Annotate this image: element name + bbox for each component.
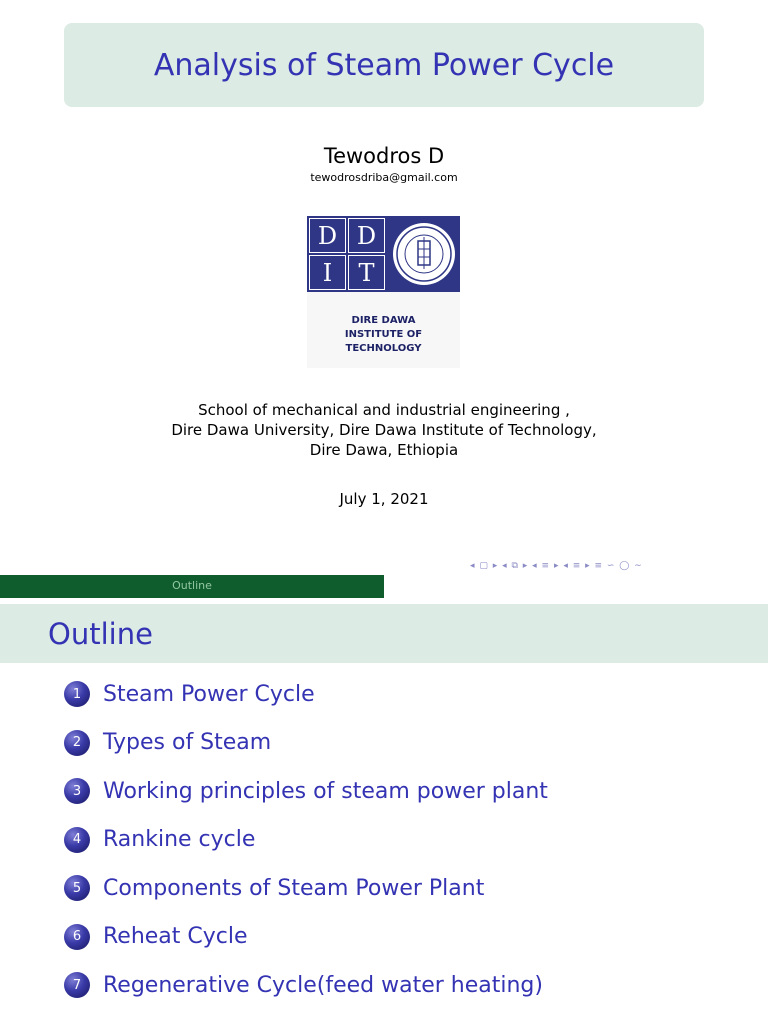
item-text[interactable]: Steam Power Cycle xyxy=(103,681,315,707)
logo-letter: I xyxy=(309,255,346,290)
presentation-date: July 1, 2021 xyxy=(339,490,429,508)
outline-list xyxy=(64,670,548,1010)
item-number-ball: 1 xyxy=(64,681,90,707)
item-number-ball: 2 xyxy=(64,730,90,756)
logo-letter: T xyxy=(348,255,385,290)
item-text[interactable]: Components of Steam Power Plant xyxy=(103,875,485,901)
section-label[interactable]: Outline xyxy=(172,579,212,592)
list-item[interactable] xyxy=(64,864,548,913)
item-number-ball: 5 xyxy=(64,875,90,901)
frame-title: Outline xyxy=(48,617,153,651)
list-item[interactable] xyxy=(64,719,548,768)
logo-line-1: DIRE DAWA xyxy=(351,315,416,326)
logo-letters xyxy=(307,216,387,292)
list-item[interactable] xyxy=(64,670,548,719)
author-email: tewodrosdriba@gmail.com xyxy=(310,171,458,184)
item-number-ball: 4 xyxy=(64,827,90,853)
university-seal-icon xyxy=(387,216,460,292)
item-text[interactable]: Regenerative Cycle(feed water heating) xyxy=(103,972,543,998)
list-item[interactable] xyxy=(64,816,548,865)
affiliation-line: School of mechanical and industrial engineering , xyxy=(198,401,570,419)
presentation-title: Analysis of Steam Power Cycle xyxy=(153,47,615,83)
list-item[interactable] xyxy=(64,913,548,962)
institute-logo xyxy=(307,216,460,368)
navigation-controls[interactable] xyxy=(470,561,643,571)
item-text[interactable]: Rankine cycle xyxy=(103,827,256,853)
affiliation-line: Dire Dawa, Ethiopia xyxy=(309,441,459,459)
item-text[interactable]: Working principles of steam power plant xyxy=(103,778,548,804)
logo-letter: D xyxy=(309,218,346,253)
affiliation xyxy=(0,400,768,460)
frame-title-bar xyxy=(0,604,768,663)
author-name: Tewodros D xyxy=(323,144,445,168)
logo-line-2: INSTITUTE OF TECHNOLOGY xyxy=(344,329,423,354)
list-item[interactable] xyxy=(64,767,548,816)
logo-letter: D xyxy=(348,218,385,253)
item-text[interactable]: Types of Steam xyxy=(103,730,272,756)
item-number-ball: 7 xyxy=(64,972,90,998)
item-number-ball: 3 xyxy=(64,778,90,804)
nav-symbols[interactable]: ◂ ▢ ▸ ◂ ⧉ ▸ ◂ ≡ ▸ ◂ ≡ ▸ ≡ ∽ ◯ ∼ xyxy=(470,561,643,571)
item-text[interactable]: Reheat Cycle xyxy=(103,924,248,950)
affiliation-line: Dire Dawa University, Dire Dawa Institute of Technology, xyxy=(171,421,597,439)
title-box xyxy=(64,23,704,107)
section-header-bar xyxy=(0,575,768,598)
list-item[interactable] xyxy=(64,961,548,1010)
item-number-ball: 6 xyxy=(64,924,90,950)
